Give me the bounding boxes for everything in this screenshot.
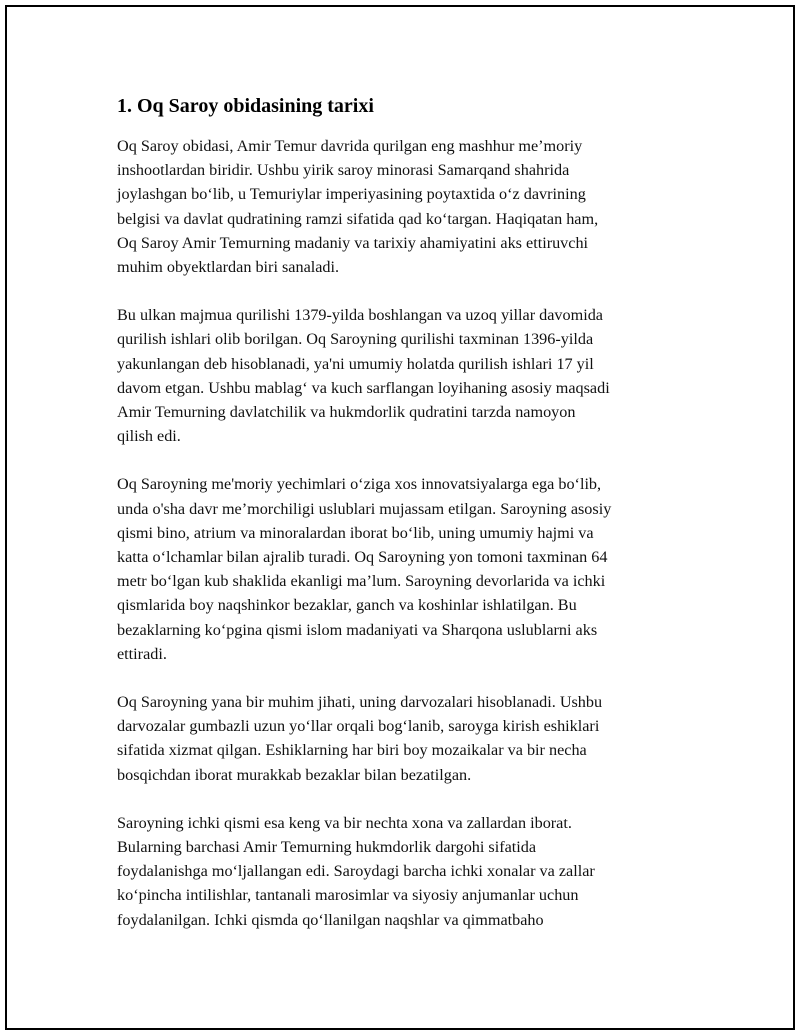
document-body xyxy=(117,92,697,956)
text-line: ettiradi. xyxy=(117,644,167,663)
paragraph xyxy=(117,811,697,932)
text-line: ko‘pincha intilishlar, tantanali marosimlar va siyosiy anjumanlar uchun xyxy=(117,886,579,905)
paragraph xyxy=(117,472,697,666)
text-line: unda o'sha davr me’morchiligi uslublari mujassam etilgan. Saroyning asosiy xyxy=(117,499,612,518)
text-line: Saroyning ichki qismi esa keng va bir nechta xona va zallardan iborat. xyxy=(117,813,572,832)
text-line: Oq Saroyning me'moriy yechimlari o‘ziga xos innovatsiyalarga ega bo‘lib, xyxy=(117,475,602,494)
text-line: bosqichdan iborat murakkab bezaklar bilan bezatilgan. xyxy=(117,765,472,784)
text-line: foydalanilgan. Ichki qismda qo‘llanilgan naqshlar va qimmatbaho xyxy=(117,910,544,929)
text-line: yakunlangan deb hisoblanadi, ya'ni umumiy holatda qurilish ishlari 17 yil xyxy=(117,354,594,373)
text-line: Bularning barchasi Amir Temurning hukmdorlik dargohi sifatida xyxy=(117,838,537,857)
section-heading: 1. Oq Saroy obidasining tarixi xyxy=(117,95,374,117)
paragraph xyxy=(117,303,697,448)
text-line: foydalanishga mo‘ljallangan edi. Saroydagi barcha ichki xonalar va zallar xyxy=(117,862,595,881)
text-line: Oq Saroy obidasi, Amir Temur davrida qurilgan eng mashhur me’moriy xyxy=(117,137,583,155)
text-line: qurilish ishlari olib borilgan. Oq Saroyning qurilishi taxminan 1396-yilda xyxy=(117,330,594,349)
text-line: joylashgan bo‘lib, u Temuriylar imperiyasining poytaxtida o‘z davrining xyxy=(117,185,586,204)
text-line: qilish edi. xyxy=(117,427,181,446)
text-line: katta o‘lchamlar bilan ajralib turadi. Oq Saroyning yon tomoni taxminan 64 xyxy=(117,548,608,567)
text-line: sifatida xizmat qilgan. Eshiklarning har biri boy mozaikalar va bir necha xyxy=(117,741,587,760)
text-line: inshootlardan biridir. Ushbu yirik saroy minorasi Samarqand shahrida xyxy=(117,161,570,180)
text-line: qismi bino, atrium va minoralardan iborat bo‘lib, uning umumiy hajmi va xyxy=(117,523,594,542)
text-line: Amir Temurning davlatchilik va hukmdorlik qudratini tarzda namoyon xyxy=(117,403,576,422)
text-line: Oq Saroy Amir Temurning madaniy va tarixiy ahamiyatini aks ettiruvchi xyxy=(117,233,589,252)
text-line: muhim obyektlardan biri sanaladi. xyxy=(117,258,340,277)
paragraph xyxy=(117,690,697,787)
text-line: qismlarida boy naqshinkor bezaklar, ganch va koshinlar ishlatilgan. Bu xyxy=(117,596,577,615)
text-line: davom etgan. Ushbu mablag‘ va kuch sarflangan loyihaning asosiy maqsadi xyxy=(117,378,610,397)
text-line: bezaklarning ko‘pgina qismi islom madaniyati va Sharqona uslublarni aks xyxy=(117,620,598,639)
paragraph xyxy=(117,134,697,279)
text-line: belgisi va davlat qudratining ramzi sifatida qad ko‘targan. Haqiqatan ham, xyxy=(117,209,599,228)
text-line: Oq Saroyning yana bir muhim jihati, uning darvozalari hisoblanadi. Ushbu xyxy=(117,693,603,712)
text-line: darvozalar gumbazli uzun yo‘llar orqali bog‘lanib, saroyga kirish eshiklari xyxy=(117,717,600,736)
text-line: metr bo‘lgan kub shaklida ekanligi ma’lum. Saroyning devorlarida va ichki xyxy=(117,572,606,591)
text-line: Bu ulkan majmua qurilishi 1379-yilda boshlangan va uzoq yillar davomida xyxy=(117,306,603,325)
